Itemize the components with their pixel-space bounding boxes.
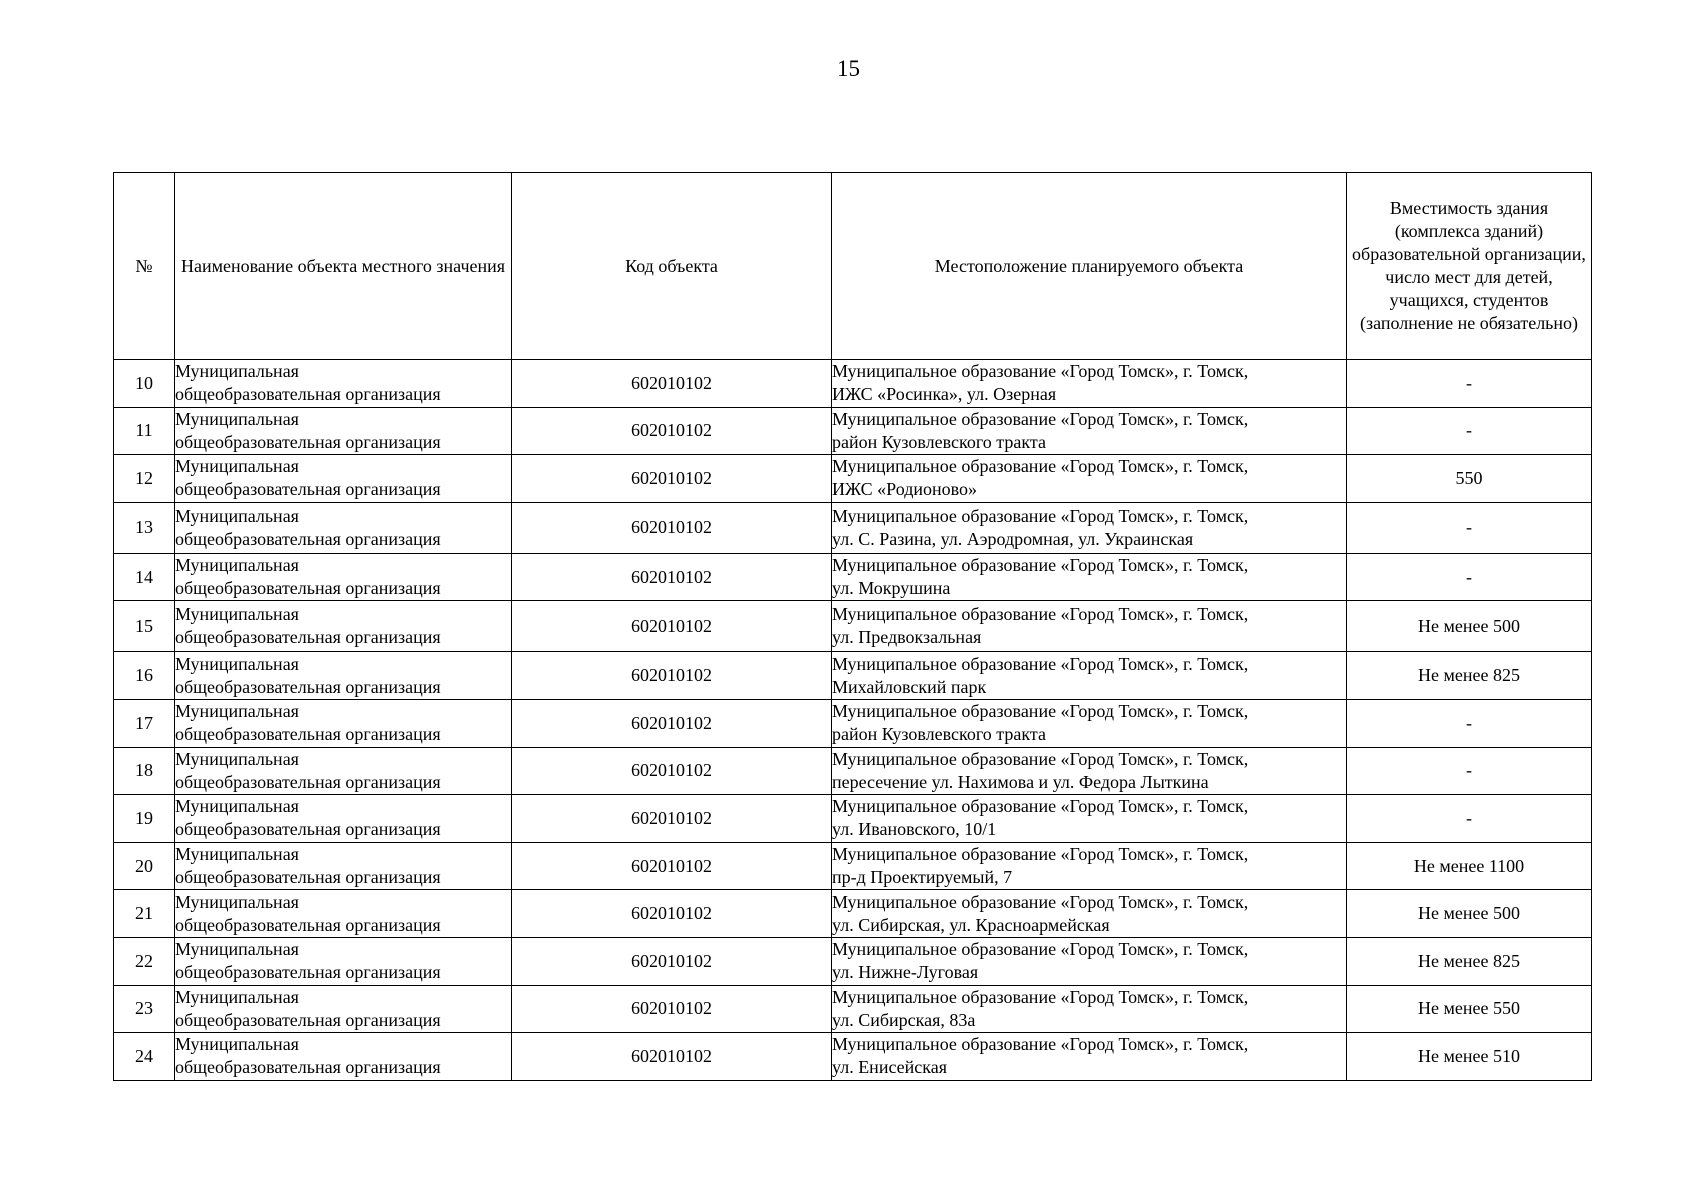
object-location: Муниципальное образование «Город Томск», г. Томск, район Кузовлевского тракта bbox=[832, 699, 1347, 747]
object-location: Муниципальное образование «Город Томск», г. Томск, ул. Сибирская, 83а bbox=[832, 985, 1347, 1033]
row-number: 13 bbox=[114, 502, 175, 553]
object-code: 602010102 bbox=[512, 601, 832, 652]
object-name: Муниципальная общеобразовательная организация bbox=[175, 407, 512, 455]
object-name: Муниципальная общеобразовательная организация bbox=[175, 601, 512, 652]
object-name: Муниципальная общеобразовательная организация bbox=[175, 652, 512, 700]
object-code: 602010102 bbox=[512, 360, 832, 408]
object-capacity: - bbox=[1347, 407, 1592, 455]
row-number: 24 bbox=[114, 1033, 175, 1081]
object-name: Муниципальная общеобразовательная организация bbox=[175, 747, 512, 795]
object-name: Муниципальная общеобразовательная организация bbox=[175, 360, 512, 408]
object-code: 602010102 bbox=[512, 747, 832, 795]
table-row bbox=[114, 601, 1592, 652]
object-capacity: Не менее 825 bbox=[1347, 652, 1592, 700]
object-capacity: - bbox=[1347, 502, 1592, 553]
object-name: Муниципальная общеобразовательная организация bbox=[175, 985, 512, 1033]
object-capacity: Не менее 500 bbox=[1347, 890, 1592, 938]
object-capacity: - bbox=[1347, 553, 1592, 601]
table-row bbox=[114, 1033, 1592, 1081]
table-row bbox=[114, 360, 1592, 408]
object-location: Муниципальное образование «Город Томск», г. Томск, пересечение ул. Нахимова и ул. Федора Лыткина bbox=[832, 747, 1347, 795]
object-location: Муниципальное образование «Город Томск», г. Томск, Михайловский парк bbox=[832, 652, 1347, 700]
object-code: 602010102 bbox=[512, 699, 832, 747]
object-capacity: - bbox=[1347, 360, 1592, 408]
object-name: Муниципальная общеобразовательная организация bbox=[175, 553, 512, 601]
object-location: Муниципальное образование «Город Томск», г. Томск, ул. Ивановского, 10/1 bbox=[832, 795, 1347, 843]
table-row bbox=[114, 553, 1592, 601]
table-row bbox=[114, 455, 1592, 503]
object-code: 602010102 bbox=[512, 553, 832, 601]
table-row bbox=[114, 795, 1592, 843]
object-location: Муниципальное образование «Город Томск», г. Томск, ИЖС «Родионово» bbox=[832, 455, 1347, 503]
table-row bbox=[114, 937, 1592, 985]
object-capacity: - bbox=[1347, 747, 1592, 795]
row-number: 14 bbox=[114, 553, 175, 601]
object-location: Муниципальное образование «Город Томск», г. Томск, ул. С. Разина, ул. Аэродромная, ул. Украинская bbox=[832, 502, 1347, 553]
table-row bbox=[114, 842, 1592, 890]
object-capacity: Не менее 1100 bbox=[1347, 842, 1592, 890]
object-code: 602010102 bbox=[512, 1033, 832, 1081]
row-number: 18 bbox=[114, 747, 175, 795]
row-number: 16 bbox=[114, 652, 175, 700]
row-number: 15 bbox=[114, 601, 175, 652]
object-location: Муниципальное образование «Город Томск», г. Томск, район Кузовлевского тракта bbox=[832, 407, 1347, 455]
object-code: 602010102 bbox=[512, 890, 832, 938]
object-code: 602010102 bbox=[512, 795, 832, 843]
header-name: Наименование объекта местного значения bbox=[175, 173, 512, 360]
object-code: 602010102 bbox=[512, 455, 832, 503]
object-name: Муниципальная общеобразовательная организация bbox=[175, 1033, 512, 1081]
object-code: 602010102 bbox=[512, 985, 832, 1033]
object-name: Муниципальная общеобразовательная организация bbox=[175, 795, 512, 843]
row-number: 21 bbox=[114, 890, 175, 938]
object-code: 602010102 bbox=[512, 407, 832, 455]
table-row bbox=[114, 985, 1592, 1033]
row-number: 19 bbox=[114, 795, 175, 843]
object-name: Муниципальная общеобразовательная организация bbox=[175, 890, 512, 938]
object-location: Муниципальное образование «Город Томск», г. Томск, ИЖС «Росинка», ул. Озерная bbox=[832, 360, 1347, 408]
object-location: Муниципальное образование «Город Томск», г. Томск, ул. Сибирская, ул. Красноармейская bbox=[832, 890, 1347, 938]
row-number: 11 bbox=[114, 407, 175, 455]
object-name: Муниципальная общеобразовательная организация bbox=[175, 842, 512, 890]
object-capacity: - bbox=[1347, 795, 1592, 843]
object-location: Муниципальное образование «Город Томск», г. Томск, ул. Енисейская bbox=[832, 1033, 1347, 1081]
object-name: Муниципальная общеобразовательная организация bbox=[175, 502, 512, 553]
row-number: 17 bbox=[114, 699, 175, 747]
row-number: 12 bbox=[114, 455, 175, 503]
object-location: Муниципальное образование «Город Томск», г. Томск, ул. Мокрушина bbox=[832, 553, 1347, 601]
table-row bbox=[114, 699, 1592, 747]
table-row bbox=[114, 407, 1592, 455]
object-code: 602010102 bbox=[512, 842, 832, 890]
table-row bbox=[114, 747, 1592, 795]
object-code: 602010102 bbox=[512, 652, 832, 700]
row-number: 23 bbox=[114, 985, 175, 1033]
table-header-row bbox=[114, 173, 1592, 360]
object-capacity: Не менее 825 bbox=[1347, 937, 1592, 985]
row-number: 20 bbox=[114, 842, 175, 890]
table-row bbox=[114, 652, 1592, 700]
object-location: Муниципальное образование «Город Томск», г. Томск, ул. Предвокзальная bbox=[832, 601, 1347, 652]
header-location: Местоположение планируемого объекта bbox=[832, 173, 1347, 360]
table-row bbox=[114, 502, 1592, 553]
object-capacity: 550 bbox=[1347, 455, 1592, 503]
object-capacity: Не менее 510 bbox=[1347, 1033, 1592, 1081]
table-row bbox=[114, 890, 1592, 938]
object-location: Муниципальное образование «Город Томск», г. Томск, пр-д Проектируемый, 7 bbox=[832, 842, 1347, 890]
object-capacity: Не менее 500 bbox=[1347, 601, 1592, 652]
object-capacity: Не менее 550 bbox=[1347, 985, 1592, 1033]
object-code: 602010102 bbox=[512, 937, 832, 985]
object-location: Муниципальное образование «Город Томск», г. Томск, ул. Нижне-Луговая bbox=[832, 937, 1347, 985]
object-name: Муниципальная общеобразовательная организация bbox=[175, 699, 512, 747]
page-number: 15 bbox=[837, 56, 860, 81]
object-capacity: - bbox=[1347, 699, 1592, 747]
header-code: Код объекта bbox=[512, 173, 832, 360]
objects-table bbox=[113, 172, 1592, 1081]
object-code: 602010102 bbox=[512, 502, 832, 553]
header-num: № bbox=[114, 173, 175, 360]
header-capacity: Вместимость здания (комплекса зданий) образовательной организации, число мест для детей, учащихся, студентов (заполнение не обязательно) bbox=[1347, 173, 1592, 360]
row-number: 22 bbox=[114, 937, 175, 985]
row-number: 10 bbox=[114, 360, 175, 408]
object-name: Муниципальная общеобразовательная организация bbox=[175, 937, 512, 985]
object-name: Муниципальная общеобразовательная организация bbox=[175, 455, 512, 503]
